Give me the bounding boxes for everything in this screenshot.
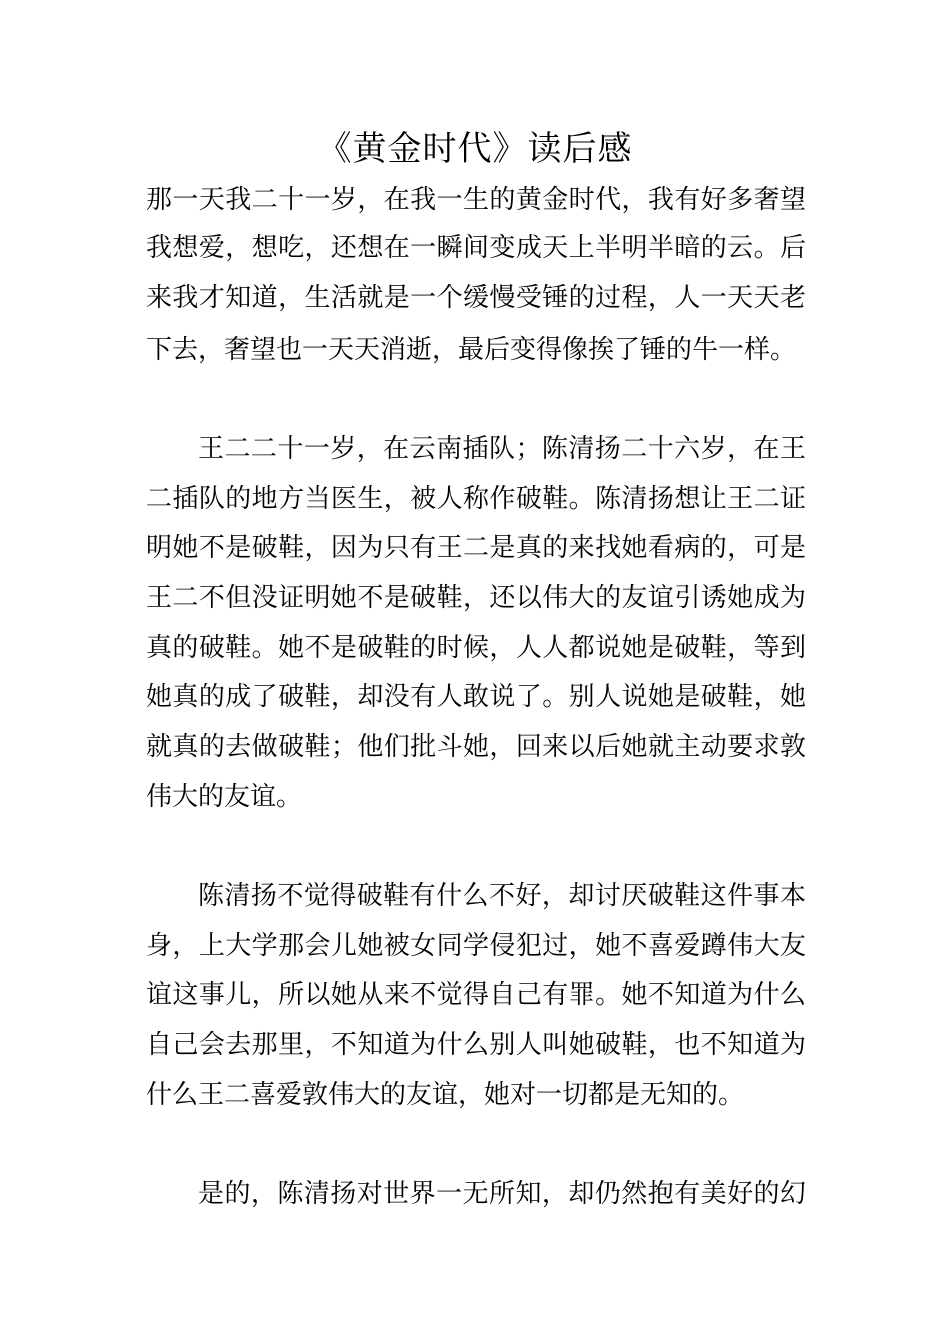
paragraph-3-line-1: 陈清扬不觉得破鞋有什么不好，却讨厌破鞋这件事本 [198,881,806,911]
paragraph-2-line-8: 伟大的友谊。 [146,782,303,812]
paragraph-1-line-1: 那一天我二十一岁，在我一生的黄金时代，我有好多奢望 [146,185,806,215]
paragraph-2-line-1: 王二二十一岁，在云南插队；陈清扬二十六岁，在王 [198,434,806,464]
paragraph-2-line-7: 就真的去做破鞋；他们批斗她，回来以后她就主动要求敦 [146,732,806,762]
paragraph-3-line-3: 谊这事儿，所以她从来不觉得自己有罪。她不知道为什么 [146,980,806,1010]
paragraph-1-line-4: 下去，奢望也一天天消逝，最后变得像挨了锤的牛一样。 [146,335,797,365]
document-title: 《黄金时代》读后感 [317,129,633,169]
paragraph-2-line-2: 二插队的地方当医生，被人称作破鞋。陈清扬想让王二证 [146,484,806,514]
paragraph-2-line-4: 王二不但没证明她不是破鞋，还以伟大的友谊引诱她成为 [146,583,806,613]
paragraph-1-line-3: 来我才知道，生活就是一个缓慢受锤的过程，人一天天老 [146,283,806,313]
paragraph-2-line-5: 真的破鞋。她不是破鞋的时候，人人都说她是破鞋，等到 [146,633,806,663]
paragraph-4-line-1: 是的，陈清扬对世界一无所知，却仍然抱有美好的幻 [198,1179,806,1209]
paragraph-2-line-6: 她真的成了破鞋，却没有人敢说了。别人说她是破鞋，她 [146,682,806,712]
paragraph-1-line-2: 我想爱，想吃，还想在一瞬间变成天上半明半暗的云。后 [146,233,806,263]
paragraph-3-line-2: 身，上大学那会儿她被女同学侵犯过，她不喜爱蹲伟大友 [146,931,806,961]
paragraph-3-line-5: 什么王二喜爱敦伟大的友谊，她对一切都是无知的。 [146,1080,745,1110]
paragraph-2-line-3: 明她不是破鞋，因为只有王二是真的来找她看病的，可是 [146,533,806,563]
paragraph-3-line-4: 自己会去那里，不知道为什么别人叫她破鞋，也不知道为 [146,1030,806,1060]
